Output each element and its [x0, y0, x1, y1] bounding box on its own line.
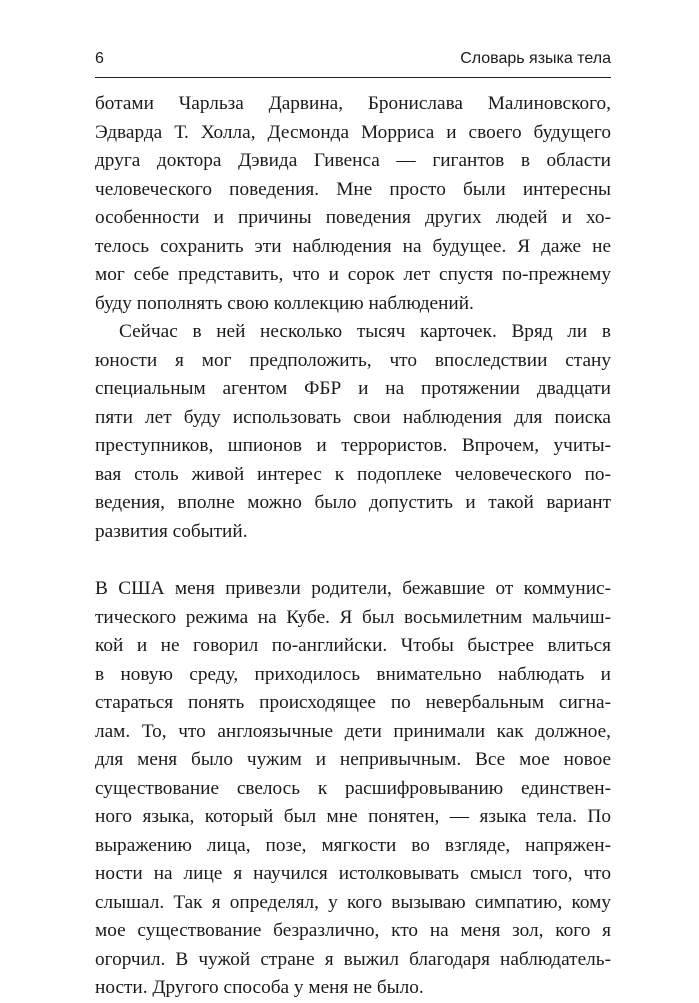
- text-line: выражению лица, позе, мягкости во взгляде, напряжен-: [95, 834, 611, 856]
- text-line: тического режима на Кубе. Я был восьмилетним мальчиш-: [95, 606, 611, 628]
- page-header: [95, 50, 611, 74]
- text-line: вая столь живой интерес к подоплеке человеческого по-: [95, 463, 611, 485]
- body-text: [95, 90, 611, 1003]
- text-line: мог себе представить, что и сорок лет спустя по-прежнему: [95, 264, 611, 285]
- text-line: друга доктора Дэвида Гивенса — гигантов в области: [95, 150, 611, 171]
- paragraph-3: [95, 575, 611, 1003]
- page-number: 6: [95, 50, 104, 67]
- text-line: юности я мог предположить, что впоследствии стану: [95, 349, 611, 371]
- text-line: слышал. Так я определял, у кого вызываю симпатию, кому: [95, 891, 611, 913]
- text-line: В США меня привезли родители, бежавшие от коммунис-: [95, 578, 611, 599]
- text-line: кой и не говорил по-английски. Чтобы быстрее влиться: [95, 635, 611, 656]
- text-line: существование свелось к расшифровыванию единствен-: [95, 777, 611, 799]
- text-line: ведения, вполне можно было допустить и такой вариант: [95, 492, 611, 513]
- text-line: преступников, шпионов и террористов. Впрочем, учиты-: [95, 435, 611, 456]
- paragraph-2: [95, 318, 611, 546]
- text-line: буду пополнять свою коллекцию наблюдений.: [95, 292, 474, 314]
- text-line: телось сохранить эти наблюдения на будущее. Я даже не: [95, 235, 611, 257]
- text-line: стараться понять происходящее по невербальным сигна-: [95, 692, 611, 713]
- text-line: Эдварда Т. Холла, Десмонда Морриса и своего будущего: [95, 121, 611, 143]
- text-line: лам. То, что англоязычные дети принимали как должное,: [95, 720, 611, 742]
- header-rule: [95, 77, 611, 78]
- running-title: Словарь языка тела: [460, 50, 611, 67]
- text-line: огорчил. В чужой стране я выжил благодаря наблюдатель-: [95, 948, 611, 970]
- section-gap: [95, 546, 611, 575]
- text-line: ности. Другого способа у меня не было.: [95, 977, 424, 998]
- text-line: ного языка, который был мне понятен, — языка тела. По: [95, 806, 611, 827]
- text-line: ности на лице я научился истолковывать смысл того, что: [95, 863, 611, 884]
- text-line: развития событий.: [95, 520, 248, 542]
- text-line: специальным агентом ФБР и на протяжении двадцати: [95, 378, 611, 399]
- text-line: человеческого поведения. Мне просто были интересны: [95, 178, 611, 200]
- paragraph-1: [95, 90, 611, 318]
- text-line: Сейчас в ней несколько тысяч карточек. Вряд ли в: [119, 321, 611, 342]
- text-line: в новую среду, приходилось внимательно наблюдать и: [95, 663, 611, 685]
- text-line: пяти лет буду использовать свои наблюдения для поиска: [95, 406, 611, 428]
- text-line: ботами Чарльза Дарвина, Бронислава Малиновского,: [95, 93, 611, 114]
- text-line: мое существование безразлично, кто на меня зол, кого я: [95, 920, 611, 941]
- text-line: особенности и причины поведения других людей и хо-: [95, 207, 611, 228]
- text-line: для меня было чужим и непривычным. Все мое новое: [95, 749, 611, 770]
